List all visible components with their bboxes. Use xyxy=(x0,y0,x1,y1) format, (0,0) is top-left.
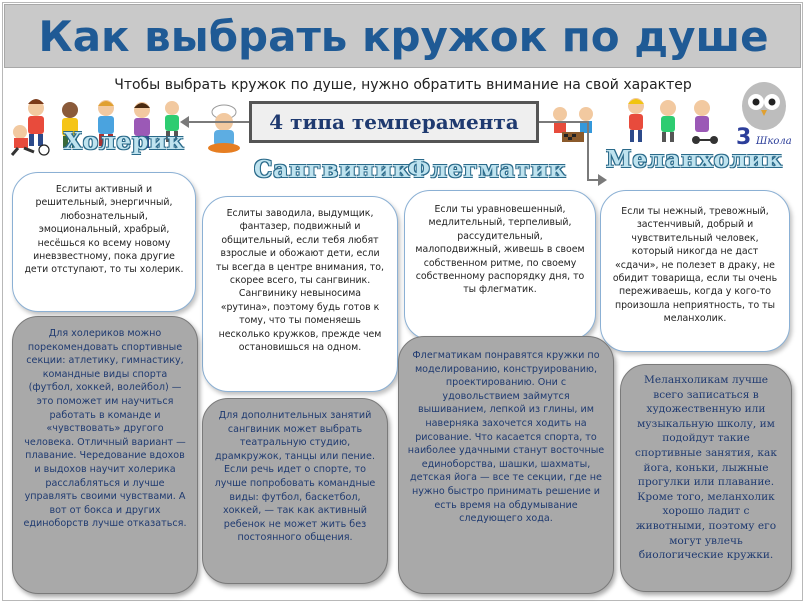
recommendation-card-melancholic xyxy=(620,364,792,592)
description-phlegmatic-text: Если ты уравновешенный, медлительный, терпеливый, рассудительный, малоподвижный, живешь в своем собственном ритме, по своему собственному распорядку дня, то ты флегматик. xyxy=(415,204,585,296)
arrow-right-head xyxy=(598,174,607,186)
description-melancholic-text: Если ты нежный, тревожный, застенчивый, добрый и чувствительный человек, который никогда не даст «сдачи», не полезет в драку, не обидит товарища, если ты очень переживаешь, когда у кого-то произошла неприятность, то ты меланхолик. xyxy=(612,206,778,325)
recommendation-choleric-text: Для холериков можно порекомендовать спортивные секции: атлетику, гимнастику, командные виды спорта (футбол, хоккей, волейбол) — это поможет им научиться работать в команде и «чувствовать» другого человека. Отличный вариант — плавание. Чередование вдохов и выдохов научит холерика расслабляться и лучше управлять своими чувствами. А вот от бокса и других единоборств лучше отказаться. xyxy=(23,328,187,530)
description-card-sanguine xyxy=(202,196,398,392)
arrow-right-line xyxy=(539,121,589,123)
logo-text: Школа xyxy=(756,136,792,147)
description-choleric-text: Еслиты активный и решительный, энергичный, любознательный, эмоциональный, храбрый, несёшься ко всему новому иневзвестному, пока другие дети отступают, то ты холерик. xyxy=(24,184,184,276)
recommendation-card-sanguine xyxy=(202,398,388,584)
owl-school-logo xyxy=(730,78,800,152)
description-card-phlegmatic xyxy=(404,190,596,340)
description-card-melancholic xyxy=(600,190,790,352)
description-card-choleric xyxy=(12,172,196,312)
arrow-left-head xyxy=(180,116,189,128)
description-sanguine-text: Еслиты заводила, выдумщик, фантазер, подвижный и общительный, если тебя любят взрослые и обожают дети, если ты всегда в центре внимания, то, скорее всего, ты сангвиник. Сангвинику невыносима «рутина», поэтому будь готов к тому, что ты поменяешь несколько кружков, прежде чем остановишься на одном. xyxy=(216,208,384,354)
chess-kids-illustration xyxy=(548,104,598,146)
kids-with-scooter-illustration xyxy=(622,94,726,146)
type-name-sanguine: Сангвиник xyxy=(254,156,411,183)
cook-kid-illustration xyxy=(202,104,246,156)
recommendation-phlegmatic-text: Флегматикам понравятся кружки по моделированию, конструированию, проектированию. Они с удовольствием займутся вышиванием, лепкой из глины, им наверняка захочется ходить на рисование. Что касается спорта, то наиболее удачными станут восточные единоборства, шашки, шахматы, детская йога — все те секции, где не нужно быстро принимать решение и есть время на обдумывание следующего хода. xyxy=(407,350,605,525)
subtitle: Чтобы выбрать кружок по душе, нужно обратить внимание на свой характер xyxy=(114,77,692,93)
recommendation-card-choleric xyxy=(12,316,198,594)
soccer-kid-illustration xyxy=(8,124,62,156)
type-name-melancholic: Меланхолик xyxy=(606,146,783,173)
temperament-types-heading: 4 типа темперамента xyxy=(249,101,539,143)
title-bar xyxy=(4,4,801,68)
type-name-choleric: Холерик xyxy=(64,128,185,155)
recommendation-card-phlegmatic xyxy=(398,336,614,594)
recommendation-sanguine-text: Для дополнительных занятий сангвиник может выбрать театральную студию, драмкружок, танцы или пение. Если речь идет о спорте, то лучше попробовать командные виды: футбол, баскетбол, хоккей, — так как активный ребенок не может жить без постоянного общения. xyxy=(214,410,376,544)
arrow-left-line xyxy=(188,121,249,123)
recommendation-melancholic-text: Меланхоликам лучше всего записаться в художественную или музыкальную школу, им подойдут такие спортивные занятия, как йога, коньки, лыжные прогулки или плавание. Кроме того, меланхолик хорошо ладит с животными, поэтому его могут увлечь биологические кружки. xyxy=(635,374,777,562)
page-title: Как выбрать кружок по душе xyxy=(38,12,769,61)
type-name-phlegmatic: Флегматик xyxy=(408,156,567,183)
svg-text:3: 3 xyxy=(736,125,752,150)
arrow-right-drop xyxy=(587,121,589,181)
